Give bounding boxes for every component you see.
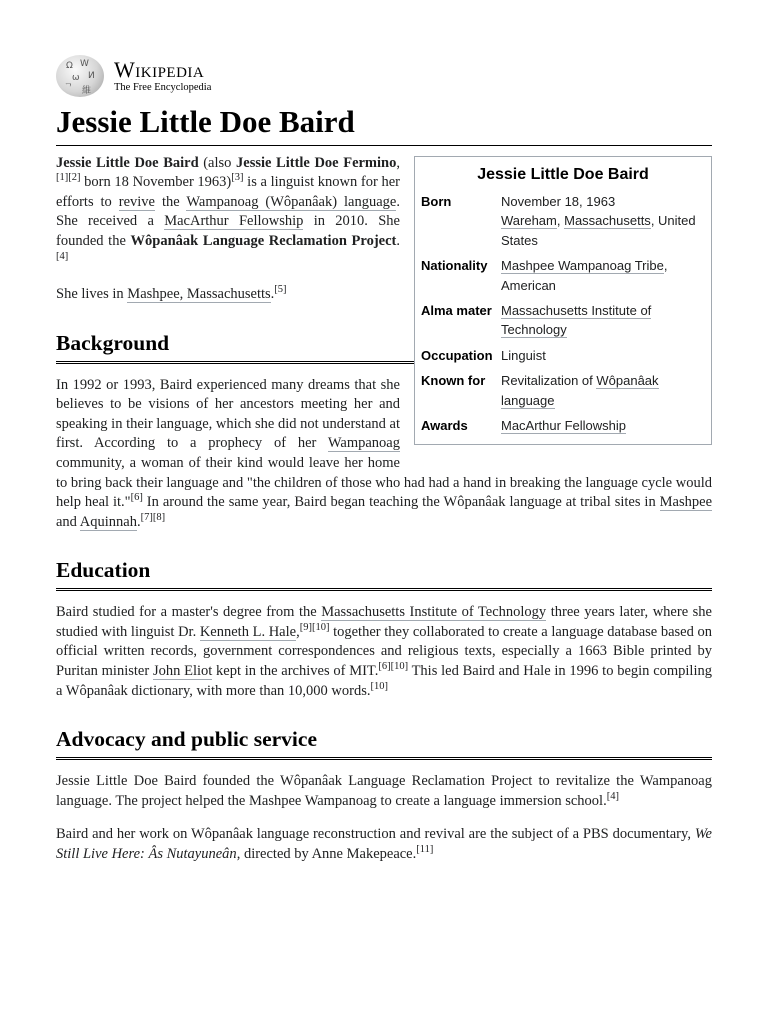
citation-link[interactable]: [6][10]: [378, 661, 409, 673]
text-run: In around the same year, Baird began teaching the Wôpanâak language at tribal sites in: [142, 494, 660, 511]
citation-link[interactable]: [10]: [370, 680, 388, 692]
infobox-row: [421, 299, 705, 344]
infobox-row: [421, 414, 705, 439]
text-run: is a linguist known for her efforts to: [56, 174, 400, 210]
wiki-link[interactable]: Aquinnah: [79, 513, 137, 530]
site-header: [56, 0, 712, 98]
section-paragraph: [56, 772, 712, 811]
section-heading: Advocacy and public service: [56, 727, 712, 760]
infobox-value: [501, 414, 705, 439]
citation-link[interactable]: [3]: [231, 172, 244, 184]
wiki-link[interactable]: Massachusetts Institute of Technology: [501, 303, 652, 338]
citation-link[interactable]: [1][2]: [56, 172, 81, 184]
infobox: [414, 156, 712, 445]
wiki-link[interactable]: Wampanoag: [327, 435, 400, 452]
text-run: Jessie Little Doe Baird founded the Wôpanâak Language Reclamation Project to revitalize the Wampanoag language. The project helped the Mashpee Wampanoag to create a language immersion school.: [56, 772, 712, 809]
site-name: Wikipedia: [114, 56, 205, 82]
wiki-link[interactable]: Wampanoag (Wôpanâak) language: [186, 193, 397, 210]
text-run: , American: [501, 258, 668, 293]
citation-link[interactable]: [4]: [56, 250, 69, 262]
italic-title: We Still Live Here: Âs Nutayuneân: [56, 826, 712, 862]
infobox-value: [501, 254, 705, 299]
text-run: .: [270, 286, 275, 303]
text-run: .: [396, 233, 400, 250]
text-run: community, a woman of their kind would leave her home to bring back their language and "the children of those who had had a hand in breaking the language cycle would help heal it.": [56, 454, 712, 511]
wiki-link[interactable]: revive: [118, 193, 155, 210]
article-content: [56, 154, 712, 865]
infobox-title: Jessie Little Doe Baird: [477, 165, 649, 183]
wiki-link[interactable]: Kenneth L. Hale: [199, 623, 297, 640]
wiki-link[interactable]: Mashpee: [659, 494, 712, 511]
citation-link[interactable]: [9][10]: [299, 621, 330, 633]
text-run: ,: [556, 213, 565, 229]
wiki-link[interactable]: Massachusetts: [564, 213, 651, 229]
citation-link[interactable]: [6]: [130, 492, 143, 504]
infobox-table: [421, 190, 705, 439]
text-run: Baird studied for a master's degree from the: [56, 604, 322, 621]
text-run: and: [56, 513, 80, 530]
infobox-label: Born: [421, 194, 452, 210]
text-run: together they collaborated to create a language database based on official written records, government correspondences and religious texts, especially a 1663 Bible printed by Puritan minister: [56, 623, 712, 679]
citation-link[interactable]: [7][8]: [140, 511, 166, 523]
wiki-link[interactable]: Wareham: [501, 213, 557, 229]
text-run: . She received a: [56, 193, 400, 230]
text-run: November 18, 1963: [501, 194, 616, 210]
site-tagline: The Free Encyclopedia: [114, 81, 212, 93]
text-run: .: [136, 513, 141, 530]
citation-link[interactable]: [5]: [274, 284, 287, 296]
infobox-row: [421, 190, 705, 254]
text-run: ,: [396, 154, 400, 171]
infobox-label: Awards: [421, 418, 468, 434]
text-run: She lives in: [56, 286, 128, 303]
text-run: the: [155, 193, 187, 210]
citation-link[interactable]: [4]: [606, 790, 619, 802]
section-paragraph: [56, 825, 712, 864]
wiki-link[interactable]: Massachusetts Institute of Technology: [321, 604, 547, 621]
text-run: Revitalization of: [501, 373, 597, 389]
infobox-value: [501, 344, 705, 369]
section-heading: Background: [56, 331, 712, 364]
text-run: This led Baird and Hale in 1996 to begin compiling a Wôpanâak dictionary, with more than 10,000 words.: [56, 662, 712, 699]
text-run: ,: [296, 623, 300, 640]
wikipedia-globe-logo-icon[interactable]: Ω W И ω ᄀ 維: [56, 55, 104, 97]
text-run: kept in the archives of MIT.: [212, 662, 379, 679]
bold-text: Jessie Little Doe Fermino: [236, 154, 397, 171]
text-run: (also: [198, 154, 237, 171]
text-run: born 18 November 1963): [80, 174, 232, 191]
wiki-link[interactable]: MacArthur Fellowship: [164, 213, 304, 230]
wiki-link[interactable]: Wôpanâak language: [501, 373, 659, 408]
infobox-label: Nationality: [421, 258, 488, 274]
infobox-label: Alma mater: [421, 303, 492, 319]
infobox-label: Occupation: [421, 347, 493, 363]
infobox-row: [421, 254, 705, 299]
text-run: In 1992 or 1993, Baird experienced many dreams that she believes to be visions of her ancestors meeting her and speaking in their language, which she did not understand at first. According to a prophecy of her: [56, 376, 400, 452]
section-heading: Education: [56, 558, 712, 591]
site-wordmark[interactable]: [114, 56, 212, 94]
wiki-link[interactable]: John Eliot: [152, 662, 213, 679]
text-run: Baird and her work on Wôpanâak language reconstruction and revival are the subject of a PBS documentary,: [56, 826, 695, 843]
infobox-value: [501, 190, 705, 254]
text-run: Linguist: [501, 347, 546, 363]
text-run: , directed by Anne Makepeace.: [236, 845, 417, 862]
wiki-link[interactable]: Mashpee Wampanoag Tribe: [501, 258, 664, 274]
bold-text: Wôpanâak Language Reclamation Project: [130, 233, 397, 250]
infobox-value: [501, 299, 705, 344]
citation-link[interactable]: [11]: [416, 843, 434, 855]
infobox-label: Known for: [421, 373, 486, 389]
text-run: , United States: [501, 213, 696, 248]
text-run: in 2010. She founded the: [56, 213, 400, 250]
text-run: three years later, where she studied with linguist Dr.: [56, 604, 712, 640]
wiki-link[interactable]: Mashpee, Massachusetts: [127, 286, 271, 303]
wiki-link[interactable]: MacArthur Fellowship: [501, 418, 626, 434]
infobox-row: [421, 344, 705, 369]
bold-text: Jessie Little Doe Baird: [56, 154, 199, 171]
infobox-row: [421, 369, 705, 414]
infobox-value: [501, 369, 705, 414]
section-paragraph: [56, 603, 712, 701]
page-title: Jessie Little Doe Baird: [56, 104, 712, 146]
